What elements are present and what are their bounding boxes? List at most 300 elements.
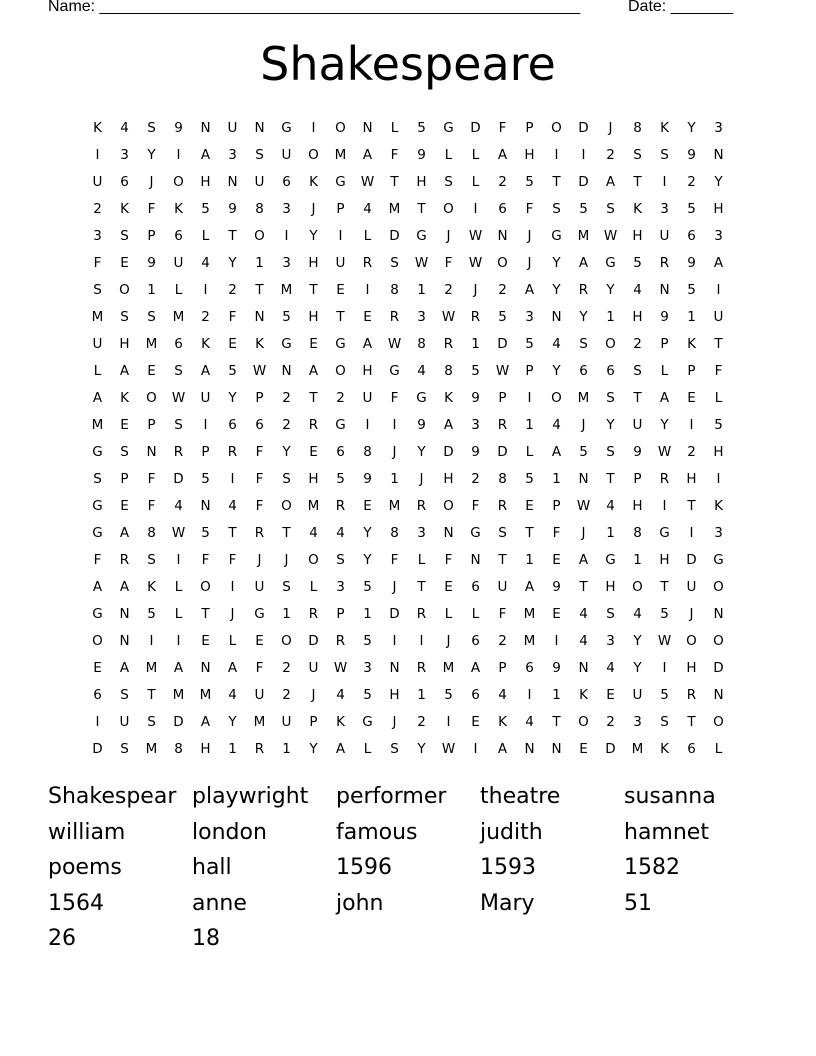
grid-letter: R bbox=[416, 659, 427, 676]
grid-letter: H bbox=[389, 686, 400, 703]
grid-letter: L bbox=[714, 389, 723, 406]
grid-letter: H bbox=[632, 497, 643, 514]
grid-letter: E bbox=[228, 335, 237, 352]
grid-letter: S bbox=[147, 551, 156, 568]
grid-letter: S bbox=[498, 524, 507, 541]
grid-letter: U bbox=[200, 389, 211, 406]
grid-letter: P bbox=[120, 470, 129, 487]
grid-letter: 4 bbox=[606, 497, 615, 514]
grid-row bbox=[84, 573, 732, 600]
grid-letter: N bbox=[200, 497, 211, 514]
grid-letter: W bbox=[657, 443, 672, 460]
grid-letter: 5 bbox=[579, 200, 588, 217]
grid-letter: F bbox=[147, 200, 156, 217]
grid-letter: T bbox=[633, 389, 642, 406]
grid-letter: R bbox=[470, 308, 481, 325]
grid-letter: A bbox=[335, 740, 346, 757]
grid-letter: T bbox=[309, 389, 318, 406]
grid-letter: S bbox=[552, 200, 561, 217]
grid-letter: 5 bbox=[363, 632, 372, 649]
grid-letter: H bbox=[362, 362, 373, 379]
grid-letter: E bbox=[120, 497, 129, 514]
grid-letter: R bbox=[254, 524, 265, 541]
grid-letter: S bbox=[579, 335, 588, 352]
grid-letter: S bbox=[606, 605, 615, 622]
grid-letter: U bbox=[632, 686, 643, 703]
word-bank-item: 1593 bbox=[480, 855, 536, 880]
grid-letter: 1 bbox=[606, 308, 615, 325]
grid-letter: F bbox=[255, 497, 264, 514]
grid-letter: P bbox=[336, 605, 345, 622]
grid-letter: D bbox=[713, 659, 724, 676]
grid-letter: E bbox=[552, 551, 561, 568]
grid-letter: U bbox=[335, 254, 346, 271]
grid-letter: S bbox=[93, 281, 102, 298]
grid-letter: N bbox=[551, 740, 562, 757]
grid-letter: I bbox=[662, 173, 667, 190]
grid-letter: L bbox=[660, 362, 669, 379]
grid-letter: E bbox=[444, 578, 453, 595]
grid-letter: 2 bbox=[282, 686, 291, 703]
grid-letter: 6 bbox=[174, 227, 183, 244]
grid-letter: D bbox=[308, 632, 319, 649]
grid-letter: A bbox=[497, 146, 508, 163]
grid-letter: A bbox=[362, 146, 373, 163]
grid-letter: 6 bbox=[498, 200, 507, 217]
grid-letter: W bbox=[495, 362, 510, 379]
grid-letter: 5 bbox=[714, 416, 723, 433]
grid-letter: T bbox=[552, 713, 561, 730]
grid-letter: P bbox=[498, 659, 507, 676]
word-bank-item: poems bbox=[48, 855, 122, 880]
grid-letter: Y bbox=[660, 416, 669, 433]
grid-letter: 9 bbox=[363, 470, 372, 487]
grid-letter: 6 bbox=[120, 173, 129, 190]
grid-letter: 2 bbox=[498, 173, 507, 190]
word-bank-item: performer bbox=[336, 784, 447, 809]
grid-letter: R bbox=[362, 254, 373, 271]
grid-letter: L bbox=[714, 740, 723, 757]
grid-letter: R bbox=[227, 443, 238, 460]
grid-letter: 9 bbox=[633, 443, 642, 460]
grid-letter: J bbox=[689, 605, 694, 622]
grid-letter: E bbox=[309, 443, 318, 460]
grid-letter: S bbox=[147, 713, 156, 730]
grid-letter: 4 bbox=[120, 119, 129, 136]
grid-row bbox=[84, 411, 732, 438]
grid-letter: F bbox=[390, 146, 399, 163]
grid-letter: 9 bbox=[471, 443, 480, 460]
grid-letter: 3 bbox=[714, 119, 723, 136]
grid-letter: 1 bbox=[417, 281, 426, 298]
grid-letter: L bbox=[174, 578, 183, 595]
grid-letter: G bbox=[416, 227, 427, 244]
grid-letter: N bbox=[551, 308, 562, 325]
grid-letter: T bbox=[525, 524, 534, 541]
grid-letter: G bbox=[92, 443, 103, 460]
grid-letter: R bbox=[659, 254, 670, 271]
grid-letter: D bbox=[92, 740, 103, 757]
grid-letter: D bbox=[173, 470, 184, 487]
grid-letter: G bbox=[92, 605, 103, 622]
grid-letter: Y bbox=[606, 281, 615, 298]
grid-letter: 4 bbox=[174, 497, 183, 514]
grid-letter: F bbox=[93, 254, 102, 271]
grid-letter: I bbox=[689, 524, 694, 541]
grid-letter: G bbox=[659, 524, 670, 541]
grid-letter: 2 bbox=[93, 200, 102, 217]
grid-letter: F bbox=[255, 659, 264, 676]
grid-letter: P bbox=[309, 713, 318, 730]
grid-letter: N bbox=[470, 551, 481, 568]
grid-letter: 4 bbox=[552, 416, 561, 433]
grid-letter: J bbox=[311, 200, 316, 217]
grid-letter: N bbox=[524, 740, 535, 757]
grid-letter: 3 bbox=[660, 200, 669, 217]
grid-letter: I bbox=[230, 578, 235, 595]
grid-letter: 3 bbox=[417, 308, 426, 325]
grid-letter: 6 bbox=[282, 173, 291, 190]
grid-letter: 4 bbox=[633, 605, 642, 622]
grid-letter: G bbox=[254, 605, 265, 622]
grid-letter: G bbox=[470, 524, 481, 541]
grid-letter: 1 bbox=[417, 686, 426, 703]
grid-letter: N bbox=[497, 227, 508, 244]
grid-letter: J bbox=[473, 281, 478, 298]
grid-letter: K bbox=[174, 200, 183, 217]
grid-letter: L bbox=[363, 740, 372, 757]
grid-row bbox=[84, 546, 732, 573]
name-field-label: Name: ______________________________________________________ bbox=[48, 0, 581, 15]
grid-letter: I bbox=[554, 632, 559, 649]
grid-letter: I bbox=[338, 227, 343, 244]
word-bank-item: judith bbox=[480, 819, 543, 845]
grid-letter: F bbox=[714, 362, 723, 379]
grid-letter: A bbox=[443, 416, 454, 433]
grid-letter: N bbox=[713, 686, 724, 703]
grid-letter: D bbox=[497, 335, 508, 352]
word-bank-item: 18 bbox=[192, 926, 220, 951]
grid-letter: R bbox=[254, 740, 265, 757]
grid-letter: O bbox=[281, 497, 292, 514]
grid-letter: 1 bbox=[552, 686, 561, 703]
grid-letter: N bbox=[362, 119, 373, 136]
grid-letter: 6 bbox=[579, 362, 588, 379]
grid-row bbox=[84, 195, 732, 222]
grid-letter: R bbox=[416, 605, 427, 622]
grid-letter: T bbox=[147, 686, 156, 703]
grid-letter: N bbox=[146, 443, 157, 460]
grid-letter: F bbox=[498, 605, 507, 622]
grid-letter: M bbox=[388, 497, 401, 514]
grid-row bbox=[84, 627, 732, 654]
grid-letter: 4 bbox=[579, 605, 588, 622]
grid-letter: A bbox=[713, 254, 724, 271]
grid-letter: 5 bbox=[633, 254, 642, 271]
grid-letter: 5 bbox=[660, 686, 669, 703]
grid-letter: I bbox=[392, 632, 397, 649]
grid-letter: H bbox=[524, 146, 535, 163]
grid-letter: 6 bbox=[471, 632, 480, 649]
grid-letter: A bbox=[119, 362, 130, 379]
grid-letter: U bbox=[713, 308, 724, 325]
grid-letter: H bbox=[713, 200, 724, 217]
grid-letter: T bbox=[714, 335, 723, 352]
grid-letter: 3 bbox=[120, 146, 129, 163]
grid-letter: 6 bbox=[687, 740, 696, 757]
grid-letter: G bbox=[389, 362, 400, 379]
grid-letter: 9 bbox=[174, 119, 183, 136]
word-bank-item: anne bbox=[192, 890, 247, 916]
grid-letter: F bbox=[444, 254, 453, 271]
grid-letter: 5 bbox=[363, 686, 372, 703]
grid-letter: S bbox=[606, 389, 615, 406]
grid-letter: I bbox=[419, 632, 424, 649]
grid-letter: Y bbox=[714, 173, 723, 190]
grid-letter: I bbox=[176, 551, 181, 568]
word-bank-item: 51 bbox=[624, 890, 652, 916]
grid-letter: S bbox=[336, 551, 345, 568]
grid-letter: N bbox=[443, 524, 454, 541]
grid-letter: 9 bbox=[687, 146, 696, 163]
grid-letter: J bbox=[257, 551, 262, 568]
grid-letter: S bbox=[390, 740, 399, 757]
grid-letter: A bbox=[659, 389, 670, 406]
grid-row bbox=[84, 276, 732, 303]
grid-letter: H bbox=[200, 173, 211, 190]
grid-letter: G bbox=[335, 173, 346, 190]
grid-letter: O bbox=[578, 713, 589, 730]
grid-letter: W bbox=[441, 308, 456, 325]
grid-letter: I bbox=[149, 632, 154, 649]
grid-letter: K bbox=[120, 200, 129, 217]
grid-letter: J bbox=[230, 605, 235, 622]
grid-letter: K bbox=[444, 389, 453, 406]
grid-letter: 5 bbox=[201, 470, 210, 487]
grid-letter: 4 bbox=[525, 713, 534, 730]
word-bank-item: 1564 bbox=[48, 890, 104, 916]
grid-letter: S bbox=[255, 146, 264, 163]
grid-letter: P bbox=[525, 362, 534, 379]
grid-letter: 3 bbox=[417, 524, 426, 541]
grid-letter: F bbox=[255, 470, 264, 487]
grid-letter: R bbox=[389, 308, 400, 325]
grid-letter: 3 bbox=[606, 632, 615, 649]
grid-letter: I bbox=[716, 470, 721, 487]
grid-letter: F bbox=[471, 497, 480, 514]
grid-row bbox=[84, 492, 732, 519]
grid-letter: G bbox=[281, 119, 292, 136]
grid-letter: D bbox=[389, 227, 400, 244]
grid-letter: 1 bbox=[282, 605, 291, 622]
grid-letter: 2 bbox=[633, 335, 642, 352]
grid-letter: S bbox=[660, 146, 669, 163]
grid-letter: J bbox=[311, 686, 316, 703]
grid-letter: I bbox=[527, 389, 532, 406]
grid-letter: S bbox=[174, 362, 183, 379]
grid-letter: O bbox=[281, 632, 292, 649]
grid-letter: J bbox=[581, 416, 586, 433]
grid-letter: 9 bbox=[417, 146, 426, 163]
grid-letter: K bbox=[120, 389, 129, 406]
grid-letter: L bbox=[201, 227, 210, 244]
grid-letter: H bbox=[632, 227, 643, 244]
grid-letter: 5 bbox=[444, 686, 453, 703]
grid-letter: W bbox=[171, 389, 186, 406]
grid-row bbox=[84, 168, 732, 195]
grid-letter: 5 bbox=[147, 605, 156, 622]
grid-letter: 1 bbox=[552, 470, 561, 487]
grid-letter: 2 bbox=[498, 281, 507, 298]
grid-letter: A bbox=[578, 254, 589, 271]
grid-letter: 5 bbox=[687, 281, 696, 298]
grid-letter: T bbox=[633, 173, 642, 190]
grid-letter: U bbox=[281, 713, 292, 730]
grid-letter: T bbox=[417, 578, 426, 595]
grid-letter: I bbox=[662, 659, 667, 676]
grid-letter: F bbox=[390, 389, 399, 406]
grid-letter: W bbox=[468, 227, 483, 244]
grid-letter: H bbox=[200, 740, 211, 757]
grid-letter: 4 bbox=[336, 686, 345, 703]
grid-letter: 4 bbox=[336, 524, 345, 541]
grid-row bbox=[84, 654, 732, 681]
grid-letter: H bbox=[686, 659, 697, 676]
grid-letter: U bbox=[659, 227, 670, 244]
word-bank-item: london bbox=[192, 819, 267, 845]
word-bank-item: theatre bbox=[480, 784, 561, 809]
grid-letter: 5 bbox=[201, 524, 210, 541]
grid-letter: S bbox=[390, 254, 399, 271]
grid-letter: Y bbox=[417, 443, 426, 460]
grid-letter: O bbox=[308, 146, 319, 163]
grid-letter: O bbox=[632, 578, 643, 595]
grid-letter: 2 bbox=[282, 389, 291, 406]
grid-row bbox=[84, 708, 732, 735]
grid-letter: D bbox=[470, 119, 481, 136]
grid-letter: E bbox=[120, 416, 129, 433]
grid-letter: L bbox=[471, 605, 480, 622]
grid-letter: U bbox=[92, 335, 103, 352]
grid-letter: U bbox=[227, 119, 238, 136]
grid-letter: N bbox=[713, 146, 724, 163]
grid-letter: 2 bbox=[201, 308, 210, 325]
grid-letter: F bbox=[255, 443, 264, 460]
grid-letter: E bbox=[336, 281, 345, 298]
grid-letter: W bbox=[441, 740, 456, 757]
grid-letter: D bbox=[605, 740, 616, 757]
grid-letter: 5 bbox=[525, 173, 534, 190]
grid-letter: 5 bbox=[282, 308, 291, 325]
word-bank-item: hamnet bbox=[624, 819, 709, 845]
grid-letter: O bbox=[335, 362, 346, 379]
grid-letter: J bbox=[392, 713, 397, 730]
grid-letter: G bbox=[281, 335, 292, 352]
grid-letter: 8 bbox=[174, 740, 183, 757]
grid-letter: E bbox=[120, 254, 129, 271]
grid-letter: 9 bbox=[687, 254, 696, 271]
grid-letter: 2 bbox=[687, 443, 696, 460]
grid-letter: O bbox=[443, 497, 454, 514]
grid-letter: A bbox=[119, 578, 130, 595]
grid-letter: S bbox=[606, 443, 615, 460]
word-bank-item: 1582 bbox=[624, 855, 680, 880]
grid-letter: H bbox=[119, 335, 130, 352]
grid-letter: G bbox=[605, 551, 616, 568]
grid-letter: S bbox=[120, 227, 129, 244]
word-bank-item: 26 bbox=[48, 926, 76, 951]
grid-letter: 6 bbox=[471, 686, 480, 703]
grid-letter: D bbox=[389, 605, 400, 622]
grid-letter: A bbox=[524, 281, 535, 298]
grid-letter: U bbox=[497, 578, 508, 595]
grid-letter: W bbox=[171, 524, 186, 541]
grid-letter: F bbox=[444, 551, 453, 568]
grid-letter: A bbox=[119, 524, 130, 541]
grid-letter: R bbox=[335, 497, 346, 514]
grid-letter: Y bbox=[579, 308, 588, 325]
grid-letter: A bbox=[551, 443, 562, 460]
grid-letter: N bbox=[119, 632, 130, 649]
grid-row bbox=[84, 438, 732, 465]
grid-letter: J bbox=[608, 119, 613, 136]
grid-letter: W bbox=[657, 632, 672, 649]
grid-letter: 2 bbox=[606, 713, 615, 730]
grid-letter: O bbox=[713, 632, 724, 649]
grid-letter: U bbox=[254, 578, 265, 595]
grid-letter: E bbox=[201, 632, 210, 649]
grid-letter: I bbox=[662, 497, 667, 514]
grid-letter: I bbox=[554, 146, 559, 163]
grid-letter: M bbox=[145, 659, 158, 676]
grid-letter: 5 bbox=[660, 605, 669, 622]
grid-row bbox=[84, 465, 732, 492]
grid-letter: M bbox=[145, 335, 158, 352]
grid-letter: 2 bbox=[498, 632, 507, 649]
grid-letter: K bbox=[336, 713, 345, 730]
grid-letter: 5 bbox=[201, 200, 210, 217]
grid-letter: F bbox=[147, 497, 156, 514]
grid-letter: U bbox=[632, 416, 643, 433]
grid-letter: J bbox=[149, 173, 154, 190]
grid-letter: A bbox=[497, 740, 508, 757]
grid-letter: K bbox=[93, 119, 102, 136]
grid-letter: H bbox=[713, 443, 724, 460]
grid-letter: 1 bbox=[282, 740, 291, 757]
grid-letter: K bbox=[309, 173, 318, 190]
grid-row bbox=[84, 303, 732, 330]
grid-letter: K bbox=[579, 686, 588, 703]
grid-letter: 6 bbox=[255, 416, 264, 433]
grid-row bbox=[84, 600, 732, 627]
grid-letter: H bbox=[632, 308, 643, 325]
grid-letter: S bbox=[147, 119, 156, 136]
grid-letter: D bbox=[578, 119, 589, 136]
grid-letter: 4 bbox=[498, 686, 507, 703]
grid-letter: A bbox=[524, 578, 535, 595]
grid-letter: S bbox=[120, 686, 129, 703]
grid-letter: G bbox=[92, 524, 103, 541]
grid-letter: 9 bbox=[660, 308, 669, 325]
grid-letter: T bbox=[282, 524, 291, 541]
grid-letter: M bbox=[388, 200, 401, 217]
grid-letter: T bbox=[687, 713, 696, 730]
grid-letter: N bbox=[227, 173, 238, 190]
grid-letter: M bbox=[145, 740, 158, 757]
grid-letter: H bbox=[308, 308, 319, 325]
grid-letter: L bbox=[471, 146, 480, 163]
grid-letter: 2 bbox=[282, 416, 291, 433]
